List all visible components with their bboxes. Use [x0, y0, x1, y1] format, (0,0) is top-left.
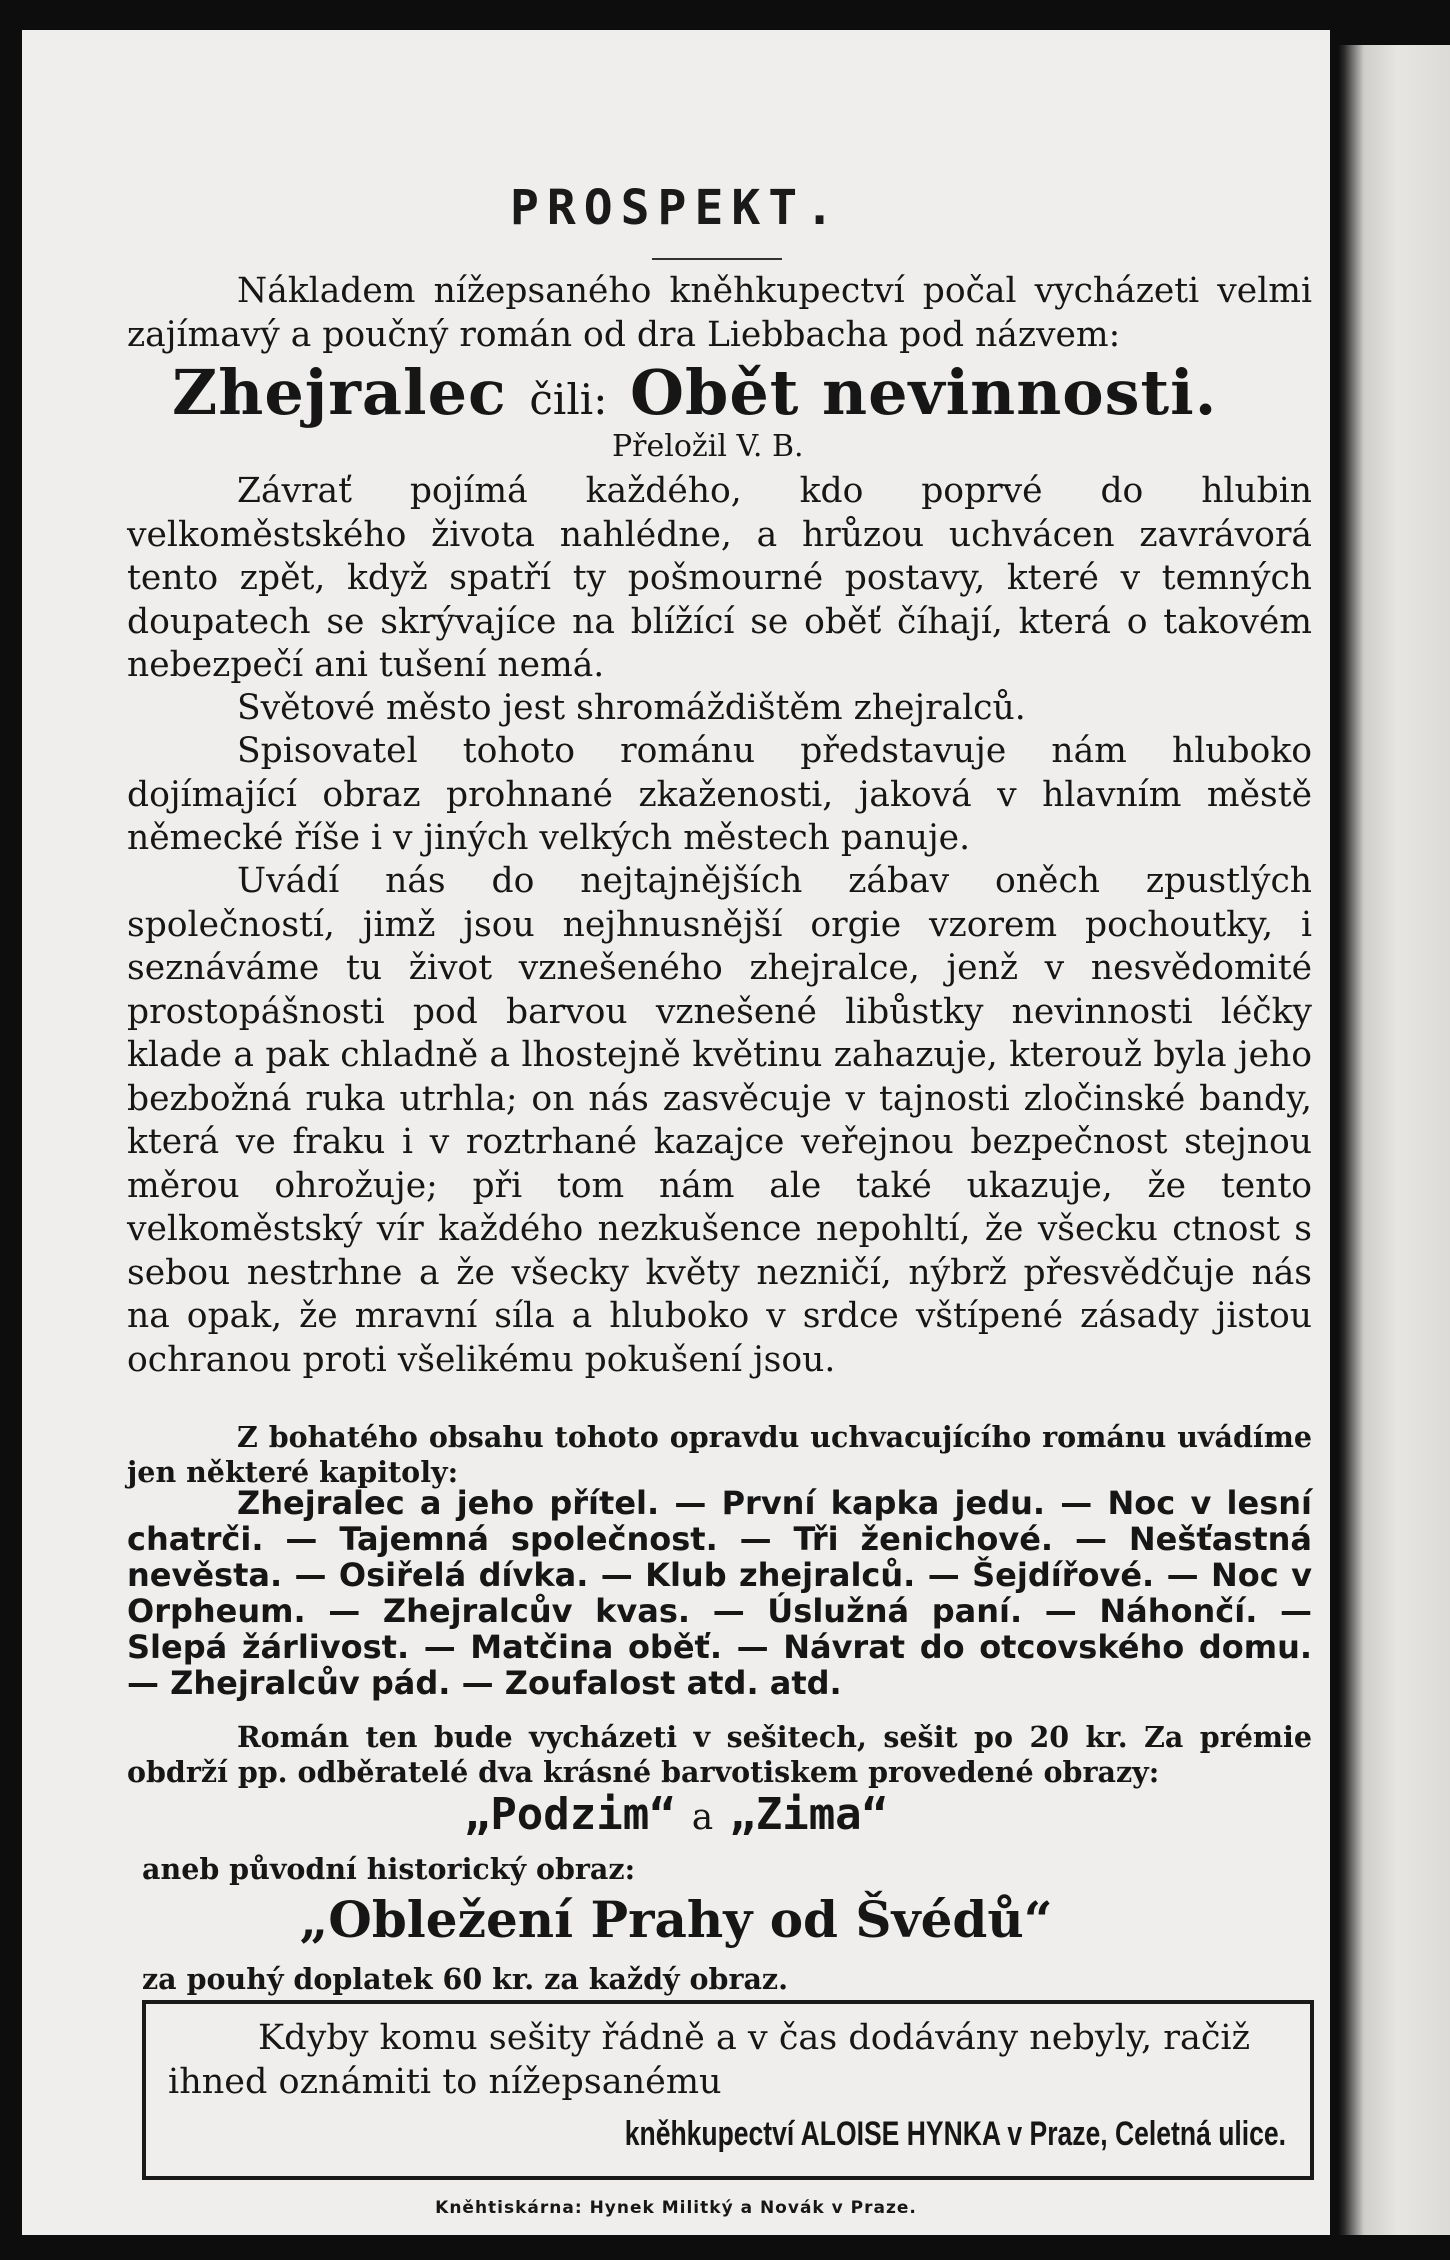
book-title — [172, 356, 1272, 433]
chapters-intro: Z bohatého obsahu tohoto opravdu uchvacujícího románu uvádíme jen některé kapitoly: — [127, 1420, 1312, 1489]
or-text: aneb původní historický obraz: — [142, 1852, 636, 1886]
printer-imprint: Kněhtiskárna: Hynek Militký a Novák v Praze. — [435, 2198, 917, 2218]
next-page-edge — [1338, 45, 1450, 2235]
paragraph-4: Uvádí nás do nejtajnějších zábav oněch zpustlých společností, jimž jsou nejhnusnější orgie vzorem pochoutky, i seznáváme tu život vznešeného zhejralce, jenž v nesvědomité prostopášnosti pod barvou vznešené libůstky nevinnosti léčky klade a pak chladně a lhostejně květinu zahazuje, kterouž byla jeho bezbožná ruka utrhla; on nás zasvěcuje v tajnosti zločinské bandy, která ve fraku i v roztrhané kazajce veřejnou bezpečnost stejnou měrou ohrožuje; při tom nám ale také ukazuje, že tento velkoměstský vír každého nezkušence nepohltí, že všecku ctnost s sebou nestrhne a že všecky květy nezničí, nýbrž přesvědčuje nás na opak, že mravní síla a hluboko v srdce vštípené zásady jistou ochranou proti všelikému pokušení jsou. — [127, 861, 1312, 1380]
prospekt-title: PROSPEKT. — [509, 180, 843, 236]
notice-text: Kdyby komu sešity řádně a v čas dodávány nebyly, račiž ihned oznámiti to nížepsanému — [168, 2018, 1251, 2102]
premium-first: „Podzim“ — [463, 1789, 676, 1840]
notice-publisher: kněhkupectví ALOISE HYNKA v Praze, Celetná ulice. — [624, 2115, 1286, 2153]
book-title-part2: Obět nevinnosti. — [629, 356, 1218, 429]
price-text: za pouhý doplatek 60 kr. za každý obraz. — [142, 1962, 789, 1996]
premium-join: a — [691, 1797, 714, 1838]
premium-second: „Zima“ — [729, 1789, 889, 1840]
subscription-text: Román ten bude vycházeti v sešitech, sešit po 20 kr. Za prémie obdrží pp. odběratelé dva krásné barvotiskem provedené obrazy: — [127, 1720, 1312, 1789]
notice-box — [142, 2000, 1314, 2180]
book-title-part1: Zhejralec — [172, 356, 507, 429]
intro-paragraph: Nákladem nížepsaného kněhkupectví počal vycházeti velmi zajímavý a poučný román od dra Liebbacha pod názvem: — [127, 271, 1312, 355]
premium-pictures — [22, 1790, 1330, 1843]
title-rule — [652, 258, 782, 260]
paragraph-2: Světové město jest shromáždištěm zhejralců. — [237, 688, 1026, 728]
book-title-mid: čili: — [529, 375, 608, 424]
document-page — [22, 30, 1330, 2235]
historical-picture: „Obležení Prahy od Švédů“ — [299, 1890, 1053, 1949]
paragraph-1: Závrať pojímá každého, kdo poprvé do hlubin velkoměstského života nahlédne, a hrůzou uchvácen zavrávorá tento zpět, když spatří ty pošmourné postavy, které v temných doupatech se skrývajíce na blížící se oběť číhají, která o takovém nebezpečí ani tušení nemá. — [127, 471, 1312, 685]
translator-credit: Přeložil V. B. — [612, 429, 804, 464]
paragraph-3: Spisovatel tohoto románu představuje nám hluboko dojímající obraz prohnané zkaženosti, jaková v hlavním městě německé říše i v jiných velkých městech panuje. — [127, 731, 1312, 858]
chapters-list: Zhejralec a jeho přítel. — První kapka jedu. — Noc v lesní chatrči. — Tajemná společnost. — Tři ženichové. — Nešťastná nevěsta. — Osiřelá dívka. — Klub zhejralců. — Šejdířové. — Noc v Orpheum. — Zhejralcův kvas. — Úslužná paní. — Náhončí. — Slepá žárlivost. — Matčina oběť. — Návrat do otcovského domu. — Zhejralcův pád. — Zoufalost atd. atd. — [127, 1484, 1312, 1702]
